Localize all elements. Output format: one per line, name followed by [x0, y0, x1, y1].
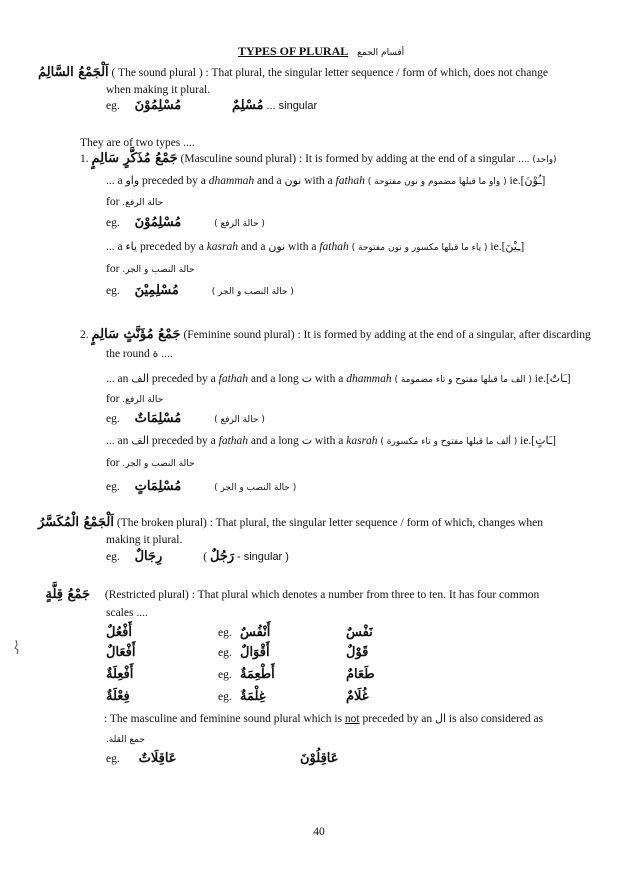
- paren: (: [203, 551, 208, 563]
- scale-pattern-arabic: أَفْعِلَةٌ: [106, 667, 134, 682]
- rule-arabic-gloss: ( ألف ما قبلها مفتوح و تاء مكسورة ): [380, 437, 518, 447]
- restricted-note-line-2: [106, 732, 145, 747]
- case-arabic: حالة النصب و الجر.: [122, 265, 195, 275]
- restricted-plural-line-2: scales ....: [106, 607, 148, 619]
- alif-arabic: الف: [131, 434, 150, 447]
- masculine-example-2: [106, 284, 294, 299]
- example-arabic: مُسْلِمُوْنَ: [134, 215, 182, 230]
- singular-example-arabic: نَفْسٌ: [346, 625, 373, 640]
- case-arabic: ( حالة الرفع ): [214, 219, 265, 229]
- restricted-note-line-1: [104, 712, 543, 726]
- rule-text: ... an: [106, 373, 129, 385]
- singular-arabic: مُسْلِمٌ: [232, 98, 264, 113]
- case-arabic: حالة النصب و الجر.: [122, 459, 195, 469]
- scale-row-3-plural-example-arabic: [240, 668, 275, 682]
- for-label: for: [106, 263, 120, 275]
- nun-arabic: نون: [268, 240, 286, 253]
- scale-row-2-scale-pattern-arabic: [106, 646, 136, 660]
- feminine-heading-2: [106, 347, 173, 361]
- suffix-arabic: ـُوْنَ: [524, 174, 542, 187]
- waw-arabic: واو: [125, 174, 140, 187]
- eg-label: eg.: [106, 100, 120, 112]
- scale-row-4-eg-label: [218, 690, 232, 704]
- scale-row-1-plural-example-arabic: [240, 626, 270, 640]
- feminine-for-2: [106, 456, 195, 471]
- broken-plural-arabic: اَلْجَمْعُ الْمُكَسَّرُ: [38, 515, 114, 530]
- bracket: ]: [541, 175, 546, 187]
- masculine-rule-2: [106, 240, 524, 255]
- rule-arabic-gloss: ( الف ما قبلها مفتوح و تاء مضمومة ): [394, 375, 532, 385]
- eg-label: eg.: [106, 551, 120, 563]
- plural-example-arabic: أَقْوَالٌ: [240, 645, 270, 660]
- rule-text: with a: [304, 175, 333, 187]
- broken-plural-line-2: making it plural.: [106, 534, 183, 546]
- plural-example-arabic: أَنْفُسٌ: [240, 625, 271, 640]
- feminine-example-2: [106, 480, 296, 495]
- fathah-term: fathah: [218, 373, 249, 385]
- note-text: is also considered as: [448, 713, 544, 725]
- case-arabic: حالة الرفع.: [122, 198, 164, 208]
- sound-plural-singular: [232, 99, 317, 113]
- scale-pattern-arabic: أَفْعَالٌ: [106, 645, 136, 660]
- dhammah-term: dhammah: [208, 175, 255, 187]
- broken-plural-example: [106, 550, 289, 564]
- ta-arabic: ت: [301, 434, 313, 447]
- suffix-arabic: ـِيْنَ: [505, 240, 521, 253]
- ie-label: ie.[: [520, 435, 536, 447]
- suffix-arabic: ـَاتٍ: [535, 434, 553, 447]
- eg-label: eg.: [218, 669, 232, 681]
- ellipsis: ....: [161, 348, 173, 360]
- scale-row-1-scale-pattern-arabic: [106, 626, 132, 640]
- rule-text: preceded by a: [151, 373, 216, 385]
- rule-text: preceded by a: [142, 175, 206, 187]
- page-number: 40: [313, 826, 325, 838]
- scale-row-2-singular-example-arabic: [346, 646, 368, 660]
- sound-plural-line-2: when making it plural.: [106, 84, 211, 96]
- scale-row-3-scale-pattern-arabic: [106, 668, 133, 682]
- singular-example-arabic: قَوْلٌ: [346, 645, 369, 660]
- eg-label: eg.: [106, 217, 120, 229]
- ie-label: ie.[: [534, 373, 550, 385]
- rule-text: preceded by a: [151, 435, 216, 447]
- scale-row-2-plural-example-arabic: [240, 646, 270, 660]
- example-arabic: مُسْلِمَاتٌ: [134, 411, 182, 426]
- bracket: ]: [520, 241, 525, 253]
- case-arabic: ( حالة النصب و الجر ): [211, 287, 294, 297]
- plural-example-arabic: غِلْمَةٌ: [240, 689, 266, 704]
- note-arabic: جمع القلة.: [106, 735, 145, 745]
- restricted-example-2: [300, 752, 339, 766]
- suffix-arabic: ـَاتٌ: [549, 372, 567, 385]
- singular-example-arabic: غُلَامٌ: [346, 689, 369, 704]
- feminine-arabic: جَمْعُ مُؤَنَّثٍ سَالِمٍ: [91, 327, 181, 342]
- scale-row-4-plural-example-arabic: [240, 690, 266, 704]
- eg-label: eg.: [106, 413, 120, 425]
- heading-title: TYPES OF PLURAL: [238, 44, 349, 58]
- note-emphasis: not: [344, 713, 360, 725]
- rule-text: ... a: [106, 175, 123, 187]
- al-arabic: ال: [434, 712, 447, 725]
- plural-example-arabic: أَطْعِمَةٌ: [240, 667, 275, 682]
- item-number: 2.: [80, 329, 89, 341]
- restricted-plural-arabic: جَمْعُ قِلَّةٍ: [45, 587, 90, 602]
- example-arabic: رِجَالٌ: [134, 549, 163, 564]
- rule-arabic-gloss: ( ياء ما قبلها مكسور و نون مفتوحة ): [351, 243, 488, 253]
- feminine-heading: [80, 328, 591, 342]
- dhammah-term: dhammah: [346, 373, 392, 385]
- eg-label: eg.: [218, 647, 232, 659]
- for-label: for: [106, 196, 120, 208]
- singular-example-arabic: طَعَامٌ: [346, 667, 375, 682]
- eg-label: eg.: [218, 691, 232, 703]
- rule-text: with a: [314, 373, 344, 385]
- page-heading: [238, 44, 404, 60]
- sound-plural-arabic: اَلْجَمْعُ السَّالِمُ: [38, 65, 109, 80]
- item-number: 1.: [80, 153, 89, 165]
- feminine-rule-1: [106, 372, 571, 387]
- rule-text: preceded by a: [139, 241, 204, 253]
- rule-text: with a: [288, 241, 317, 253]
- sound-plural-text: ( The sound plural ) : That plural, the singular letter sequence / form of which, does not change: [111, 67, 548, 79]
- example-arabic: عَاقِلَاتٌ: [138, 751, 177, 766]
- fathah-term: fathah: [335, 175, 365, 187]
- singular-label: ... singular: [266, 100, 318, 112]
- feminine-for-1: [106, 392, 163, 407]
- scale-pattern-arabic: فِعْلَةٌ: [106, 689, 130, 704]
- ie-label: ie.[: [490, 241, 506, 253]
- masculine-arabic: جَمْعُ مُذَكَّرٍ سَالِمٍ: [91, 151, 178, 166]
- singular-label: - singular ): [236, 551, 289, 563]
- restricted-plural-text: (Restricted plural) : That plural which denotes a number from three to ten. It has four common: [104, 589, 540, 601]
- masculine-for-1: [106, 195, 163, 210]
- scale-row-3-singular-example-arabic: [346, 668, 375, 682]
- masculine-example-1: [106, 216, 265, 231]
- rule-text: ... an: [106, 435, 129, 447]
- margin-mark-icon: [14, 640, 20, 654]
- rule-arabic-gloss: ( واو ما قبلها مضموم و نون مفتوحة ): [367, 177, 507, 187]
- note-text: : The masculine and feminine sound plural which is: [104, 713, 343, 725]
- ta-arabic: ة: [152, 347, 159, 360]
- broken-plural-text: (The broken plural) : That plural, the singular letter sequence / form of which, changes when: [116, 517, 543, 529]
- eg-label: eg.: [218, 627, 232, 639]
- scale-row-1-eg-label: [218, 626, 232, 640]
- example-arabic: مُسْلِمِيْنَ: [134, 283, 179, 298]
- fathah-term: fathah: [218, 435, 249, 447]
- rule-text: and a: [240, 241, 266, 253]
- feminine-text: the round: [106, 348, 150, 360]
- example-arabic: عَاقِلُوْنَ: [300, 751, 339, 766]
- example-arabic: مُسْلِمُوْنَ: [134, 98, 182, 113]
- masculine-text: (Masculine sound plural) : It is formed by adding at the end of a singular: [180, 153, 516, 165]
- alif-arabic: الف: [131, 372, 150, 385]
- bracket: ]: [552, 435, 556, 447]
- example-arabic: مُسْلِمَاتٍ: [134, 479, 182, 494]
- feminine-text: (Feminine sound plural) : It is formed by adding at the end of a singular, after discarding: [183, 329, 591, 341]
- kasrah-term: kasrah: [346, 435, 378, 447]
- broken-plural-line-1: [38, 516, 543, 530]
- restricted-example: [106, 752, 177, 766]
- rule-text: and a long: [250, 373, 299, 385]
- masculine-for-2: [106, 262, 195, 277]
- rule-text: ... a: [106, 241, 123, 253]
- scale-row-1-singular-example-arabic: [346, 626, 373, 640]
- eg-label: eg.: [106, 753, 120, 765]
- scale-row-3-eg-label: [218, 668, 232, 682]
- ya-arabic: ياء: [125, 240, 138, 253]
- fathah-term: fathah: [319, 241, 349, 253]
- heading-title-arabic: أقسام الجمع: [357, 48, 405, 58]
- for-label: for: [106, 457, 120, 469]
- scale-row-4-singular-example-arabic: [346, 690, 369, 704]
- case-arabic: ( حالة النصب و الجر ): [214, 483, 297, 493]
- rule-text: and a long: [250, 435, 299, 447]
- eg-label: eg.: [106, 481, 120, 493]
- scale-row-4-scale-pattern-arabic: [106, 690, 130, 704]
- eg-label: eg.: [106, 285, 120, 297]
- sound-plural-example: [106, 99, 181, 113]
- feminine-example-1: [106, 412, 265, 427]
- for-label: for: [106, 393, 120, 405]
- types-intro: They are of two types ....: [80, 137, 195, 149]
- wahid-arabic: (واحد) ....: [518, 155, 557, 165]
- scale-row-2-eg-label: [218, 646, 232, 660]
- restricted-plural-line-1: [38, 588, 539, 602]
- bracket: ]: [566, 373, 571, 385]
- case-arabic: حالة الرفع.: [122, 395, 164, 405]
- kasrah-term: kasrah: [206, 241, 238, 253]
- note-text: preceded by an: [362, 713, 433, 725]
- ta-arabic: ت: [301, 372, 313, 385]
- masculine-heading: [80, 152, 557, 167]
- case-arabic: ( حالة الرفع ): [214, 415, 265, 425]
- rule-text: with a: [314, 435, 344, 447]
- rule-text: and a: [257, 175, 282, 187]
- nun-arabic: نون: [284, 174, 302, 187]
- singular-arabic: رَجُلٌ: [209, 549, 235, 564]
- ie-label: ie.[: [509, 175, 525, 187]
- feminine-rule-2: [106, 434, 556, 449]
- scale-pattern-arabic: أَفْعُلٌ: [106, 625, 132, 640]
- sound-plural-line-1: [38, 66, 548, 80]
- masculine-rule-1: [106, 174, 545, 189]
